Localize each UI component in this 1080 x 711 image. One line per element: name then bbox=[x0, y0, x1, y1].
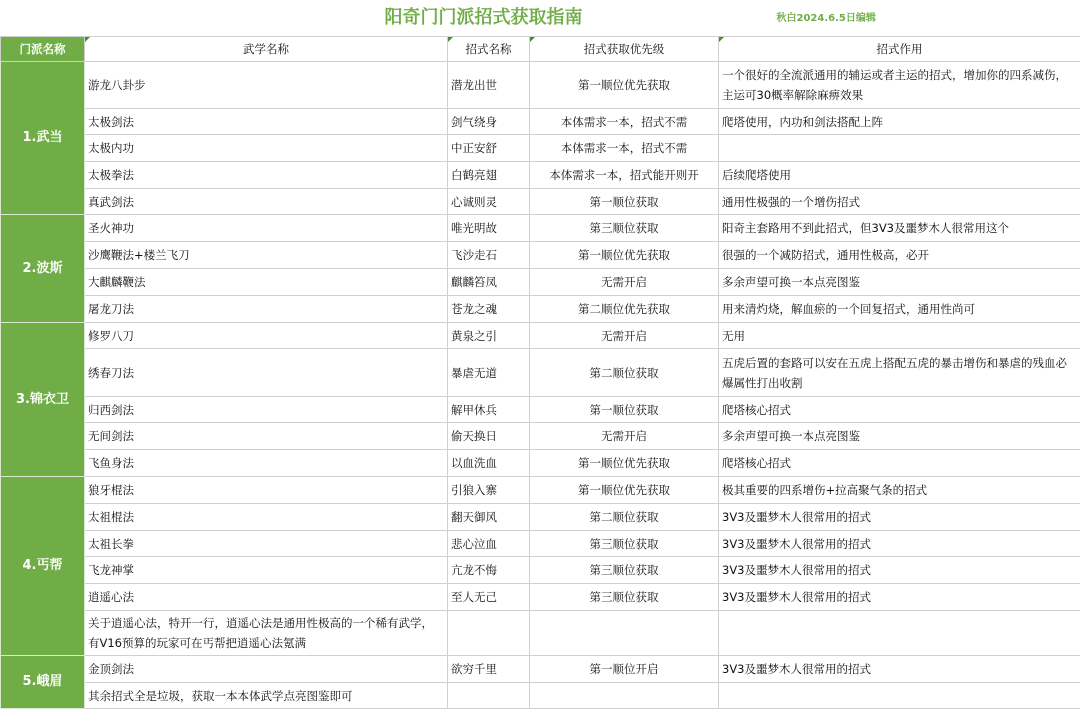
move-cell: 解甲休兵 bbox=[448, 397, 530, 423]
move-cell: 至人无己 bbox=[448, 584, 530, 611]
table-row bbox=[1, 450, 1080, 477]
effect-cell: 爬塔核心招式 bbox=[719, 397, 1080, 423]
table-row bbox=[1, 215, 1080, 242]
priority-cell: 第二顺位获取 bbox=[530, 349, 719, 397]
martial-art-cell: 沙鹰鞭法+楼兰飞刀 bbox=[85, 242, 448, 269]
sect-cell-jinyiwei: 3.锦衣卫 bbox=[1, 323, 85, 477]
martial-art-cell: 游龙八卦步 bbox=[85, 62, 448, 109]
sect-cell-bosi: 2.波斯 bbox=[1, 215, 85, 323]
cell-corner-marker bbox=[448, 37, 453, 42]
note-cell: 其余招式全是垃圾，获取一本本体武学点亮图鉴即可 bbox=[85, 683, 448, 709]
martial-art-cell: 太祖长拳 bbox=[85, 531, 448, 557]
table-row bbox=[1, 423, 1080, 450]
effect-cell: 爬塔核心招式 bbox=[719, 450, 1080, 477]
move-cell: 心诚则灵 bbox=[448, 189, 530, 215]
priority-cell: 第一顺位获取 bbox=[530, 189, 719, 215]
header-effect bbox=[719, 37, 1080, 62]
cell-corner-marker bbox=[530, 37, 535, 42]
move-cell: 潜龙出世 bbox=[448, 62, 530, 109]
priority-cell: 第一顺位优先获取 bbox=[530, 62, 719, 109]
effect-cell: 3V3及噩梦木人很常用的招式 bbox=[719, 504, 1080, 531]
move-cell: 悲心泣血 bbox=[448, 531, 530, 557]
table-row bbox=[1, 162, 1080, 189]
empty-cell bbox=[530, 611, 719, 656]
effect-cell: 阳奇主套路用不到此招式，但3V3及噩梦木人很常用这个 bbox=[719, 215, 1080, 242]
effect-cell: 3V3及噩梦木人很常用的招式 bbox=[719, 656, 1080, 683]
effect-cell: 后续爬塔使用 bbox=[719, 162, 1080, 189]
empty-cell bbox=[719, 683, 1080, 709]
martial-art-cell: 太极拳法 bbox=[85, 162, 448, 189]
martial-art-cell: 无间剑法 bbox=[85, 423, 448, 450]
priority-cell: 第一顺位优先获取 bbox=[530, 450, 719, 477]
priority-cell: 无需开启 bbox=[530, 423, 719, 450]
table-row bbox=[1, 557, 1080, 584]
move-cell: 麒麟笞凤 bbox=[448, 269, 530, 296]
move-cell: 欲穷千里 bbox=[448, 656, 530, 683]
empty-cell bbox=[719, 611, 1080, 656]
table-row bbox=[1, 504, 1080, 531]
move-cell: 引狼入寨 bbox=[448, 477, 530, 504]
priority-cell: 第三顺位获取 bbox=[530, 531, 719, 557]
move-cell: 唯光明故 bbox=[448, 215, 530, 242]
effect-cell: 五虎后置的套路可以安在五虎上搭配五虎的暴击增伤和暴虐的残血必爆属性打出收割 bbox=[719, 349, 1080, 397]
effect-cell: 3V3及噩梦木人很常用的招式 bbox=[719, 557, 1080, 584]
effect-cell: 爬塔使用，内功和剑法搭配上阵 bbox=[719, 109, 1080, 135]
empty-cell bbox=[530, 683, 719, 709]
priority-cell: 本体需求一本，招式能开则开 bbox=[530, 162, 719, 189]
martial-art-cell: 归西剑法 bbox=[85, 397, 448, 423]
martial-art-cell: 金顶剑法 bbox=[85, 656, 448, 683]
martial-art-cell: 太极内功 bbox=[85, 135, 448, 162]
table-row bbox=[1, 397, 1080, 423]
move-cell: 亢龙不悔 bbox=[448, 557, 530, 584]
priority-cell: 本体需求一本，招式不需 bbox=[530, 109, 719, 135]
martial-art-cell: 飞鱼身法 bbox=[85, 450, 448, 477]
table-row bbox=[1, 611, 1080, 656]
cell-corner-marker bbox=[719, 37, 724, 42]
priority-cell: 第三顺位获取 bbox=[530, 584, 719, 611]
priority-cell: 第一顺位开启 bbox=[530, 656, 719, 683]
move-cell: 暴虐无道 bbox=[448, 349, 530, 397]
effect-cell: 极其重要的四系增伤+拉高聚气条的招式 bbox=[719, 477, 1080, 504]
martial-art-cell: 修罗八刀 bbox=[85, 323, 448, 349]
move-cell: 中正安舒 bbox=[448, 135, 530, 162]
move-cell: 以血洗血 bbox=[448, 450, 530, 477]
table-row bbox=[1, 135, 1080, 162]
effect-cell: 多余声望可换一本点亮图鉴 bbox=[719, 423, 1080, 450]
header-martial-art-label: 武学名称 bbox=[243, 42, 289, 56]
priority-cell: 第三顺位获取 bbox=[530, 215, 719, 242]
header-martial-art bbox=[85, 37, 448, 62]
martial-art-cell: 圣火神功 bbox=[85, 215, 448, 242]
martial-art-cell: 真武剑法 bbox=[85, 189, 448, 215]
martial-art-cell: 屠龙刀法 bbox=[85, 296, 448, 323]
martial-art-cell: 大麒麟鞭法 bbox=[85, 269, 448, 296]
table-row bbox=[1, 242, 1080, 269]
header-priority bbox=[530, 37, 719, 62]
title-row bbox=[1, 0, 1080, 37]
table-row bbox=[1, 656, 1080, 683]
header-move bbox=[448, 37, 530, 62]
priority-cell: 本体需求一本，招式不需 bbox=[530, 135, 719, 162]
header-row bbox=[1, 37, 1080, 62]
priority-cell: 第二顺位获取 bbox=[530, 504, 719, 531]
martial-art-cell: 飞龙神掌 bbox=[85, 557, 448, 584]
priority-cell: 无需开启 bbox=[530, 269, 719, 296]
table-row bbox=[1, 349, 1080, 397]
effect-cell: 很强的一个减防招式，通用性极高，必开 bbox=[719, 242, 1080, 269]
move-cell: 黄泉之引 bbox=[448, 323, 530, 349]
header-effect-label: 招式作用 bbox=[876, 42, 923, 56]
move-cell: 白鹤亮翅 bbox=[448, 162, 530, 189]
empty-cell bbox=[448, 683, 530, 709]
table-row bbox=[1, 531, 1080, 557]
table-row bbox=[1, 62, 1080, 109]
header-move-label: 招式名称 bbox=[465, 42, 512, 56]
priority-cell: 第二顺位优先获取 bbox=[530, 296, 719, 323]
sect-cell-gaibang: 4.丐帮 bbox=[1, 477, 85, 656]
move-cell: 苍龙之魂 bbox=[448, 296, 530, 323]
priority-cell: 第一顺位优先获取 bbox=[530, 477, 719, 504]
effect-cell: 3V3及噩梦木人很常用的招式 bbox=[719, 584, 1080, 611]
title-area bbox=[1, 0, 1080, 36]
header-sect: 门派名称 bbox=[1, 37, 85, 62]
table-row bbox=[1, 323, 1080, 349]
page-title: 阳奇门门派招式获取指南 bbox=[384, 7, 583, 28]
move-cell: 剑气绕身 bbox=[448, 109, 530, 135]
table-row bbox=[1, 189, 1080, 215]
table-row bbox=[1, 584, 1080, 611]
martial-art-cell: 狼牙棍法 bbox=[85, 477, 448, 504]
note-cell: 关于逍遥心法，特开一行，逍遥心法是通用性极高的一个稀有武学，有V16预算的玩家可在丐帮把逍遥心法氪满 bbox=[85, 611, 448, 656]
cell-corner-marker bbox=[85, 37, 90, 42]
table-row bbox=[1, 269, 1080, 296]
effect-cell: 多余声望可换一本点亮图鉴 bbox=[719, 269, 1080, 296]
martial-art-cell: 逍遥心法 bbox=[85, 584, 448, 611]
table-row bbox=[1, 683, 1080, 709]
move-cell: 飞沙走石 bbox=[448, 242, 530, 269]
sect-cell-emei: 5.峨眉 bbox=[1, 656, 85, 709]
martial-art-cell: 太祖棍法 bbox=[85, 504, 448, 531]
table-row bbox=[1, 109, 1080, 135]
priority-cell: 无需开启 bbox=[530, 323, 719, 349]
effect-cell: 无用 bbox=[719, 323, 1080, 349]
title-cell bbox=[1, 0, 1080, 37]
martial-art-cell: 绣春刀法 bbox=[85, 349, 448, 397]
priority-cell: 第三顺位获取 bbox=[530, 557, 719, 584]
effect-cell: 一个很好的全流派通用的辅运或者主运的招式，增加你的四系减伤，主运可30概率解除麻痹效果 bbox=[719, 62, 1080, 109]
effect-cell: 用来清灼烧，解血瘀的一个回复招式，通用性尚可 bbox=[719, 296, 1080, 323]
priority-cell: 第一顺位获取 bbox=[530, 397, 719, 423]
table-row bbox=[1, 477, 1080, 504]
header-priority-label: 招式获取优先级 bbox=[583, 42, 665, 56]
editor-note: 秋白2024.6.5日编辑 bbox=[776, 13, 876, 24]
martial-art-cell: 太极剑法 bbox=[85, 109, 448, 135]
effect-cell: 通用性极强的一个增伤招式 bbox=[719, 189, 1080, 215]
priority-cell: 第一顺位优先获取 bbox=[530, 242, 719, 269]
empty-cell bbox=[448, 611, 530, 656]
empty-cell bbox=[719, 135, 1080, 162]
move-cell: 翻天御风 bbox=[448, 504, 530, 531]
sect-cell-wudang: 1.武当 bbox=[1, 62, 85, 215]
effect-cell: 3V3及噩梦木人很常用的招式 bbox=[719, 531, 1080, 557]
table-row bbox=[1, 296, 1080, 323]
move-cell: 偷天换日 bbox=[448, 423, 530, 450]
